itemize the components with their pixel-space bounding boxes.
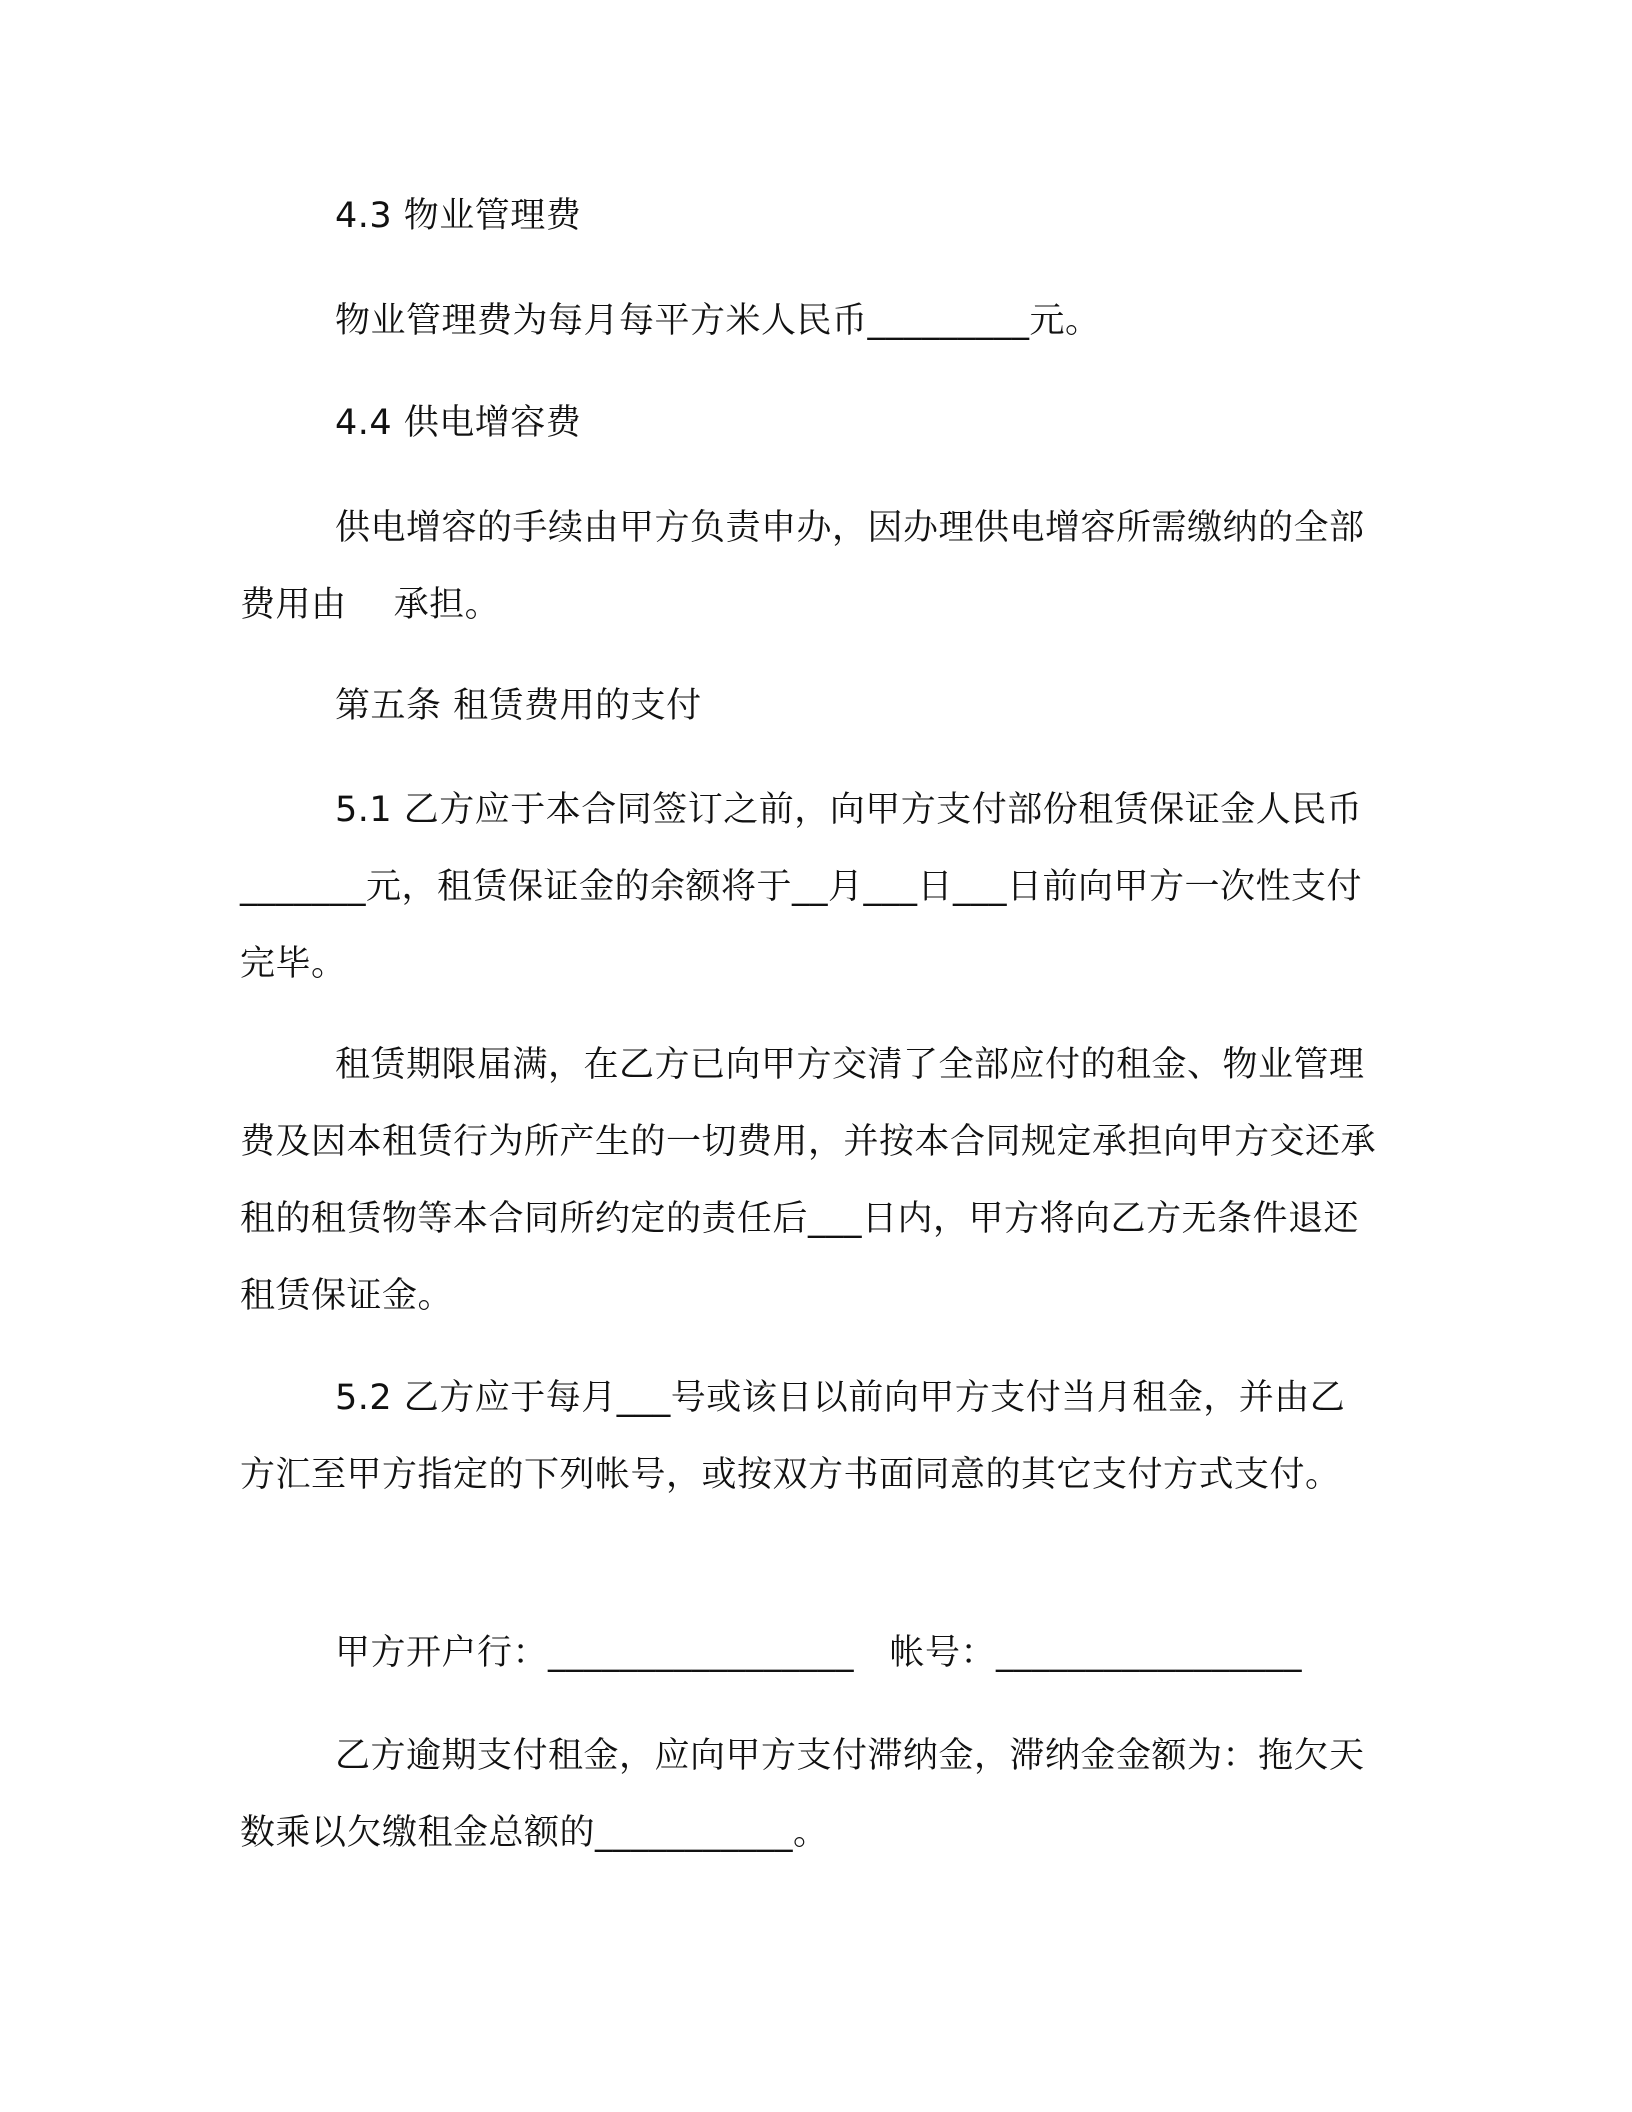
late-fee-paragraph: 乙方逾期支付租金，应向甲方支付滞纳金，滞纳金金额为：拖欠天数乘以欠缴租金总额的___________。 [240, 1736, 1365, 1853]
section-heading-4-3: 4.3 物业管理费 [335, 196, 582, 236]
property-fee-paragraph: 物业管理费为每月每平方米人民币_________元。 [335, 301, 1101, 341]
clause-5-1-paragraph: 5.1 乙方应于本合同签订之前，向甲方支付部份租赁保证金人民币_______元，租赁保证金的余额将于__月___日___日前向甲方一次性支付完毕。 [240, 790, 1363, 984]
bank-account-line: 甲方开户行：_________________ 帐号：_________________ [335, 1633, 1303, 1673]
power-capacity-paragraph: 供电增容的手续由甲方负责申办，因办理供电增容所需缴纳的全部费用由 承担。 [240, 508, 1365, 625]
article-five-heading: 第五条 租赁费用的支付 [335, 686, 702, 726]
clause-5-2-paragraph: 5.2 乙方应于每月___号或该日以前向甲方支付当月租金，并由乙方汇至甲方指定的下列帐号，或按双方书面同意的其它支付方式支付。 [240, 1378, 1346, 1495]
deposit-refund-paragraph: 租赁期限届满，在乙方已向甲方交清了全部应付的租金、物业管理费及因本租赁行为所产生的一切费用，并按本合同规定承担向甲方交还承租的租赁物等本合同所约定的责任后___日内，甲方将向乙方无条件退还租赁保证金。 [240, 1045, 1377, 1316]
section-heading-4-4: 4.4 供电增容费 [335, 403, 582, 443]
